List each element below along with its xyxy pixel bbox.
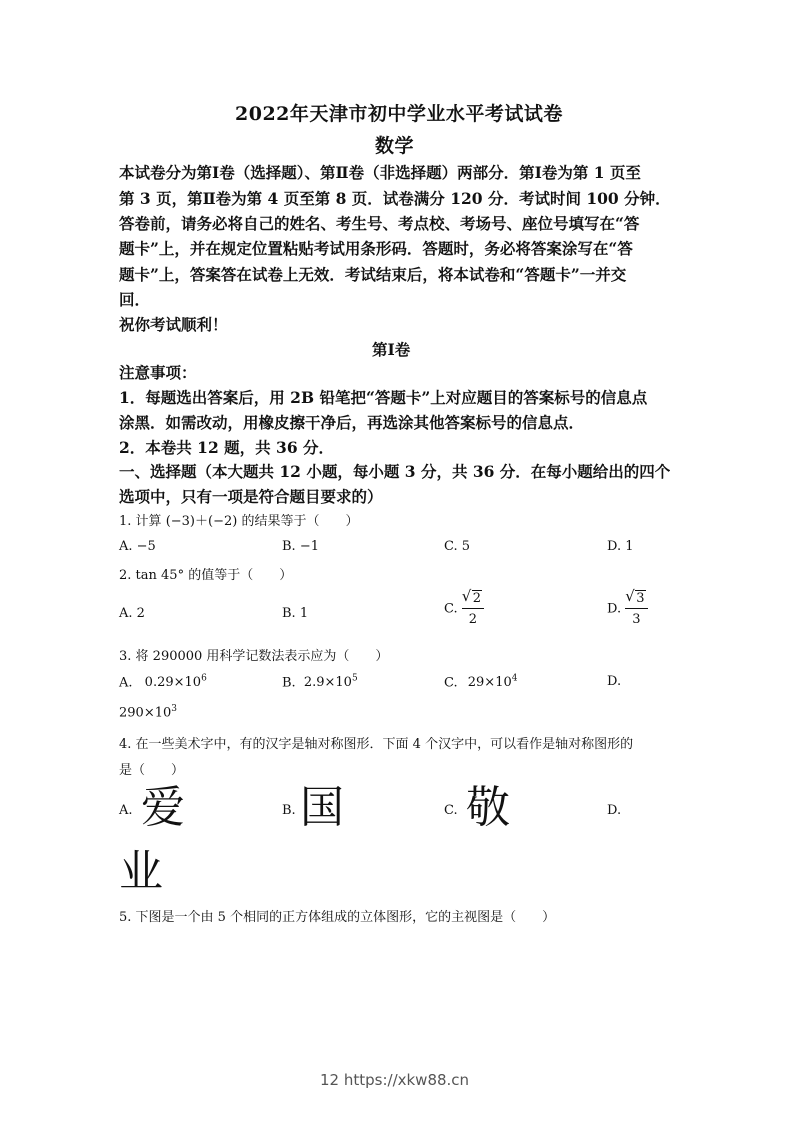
intro-line: 题卡”上，并在规定位置粘贴考试用条形码．答题时，务必将答案涂写在“答 — [119, 239, 633, 258]
q3-option-d-value — [119, 704, 177, 720]
power-base: 29×10 — [467, 675, 512, 691]
power-base: 2.9×10 — [303, 675, 352, 691]
q3-option-a — [119, 674, 207, 690]
q2-option-c-label: C. — [444, 601, 458, 617]
exam-title: 2022年天津市初中学业水平考试试卷 — [235, 103, 563, 125]
q2-option-d-label: D. — [607, 601, 622, 617]
note-line: 2．本卷共 12 题，共 36 分． — [119, 438, 335, 457]
fraction-denominator: 3 — [632, 612, 641, 627]
q3-option-c — [444, 674, 517, 690]
q4-option-b-label: B. — [282, 803, 296, 818]
power-base: 0.29×10 — [144, 675, 202, 691]
q1-prefix: 1. 计算 — [119, 514, 162, 529]
question-4-stem: 4. 在一些美术字中，有的汉字是轴对称图形．下面 4 个汉字中，可以看作是轴对称图形的 — [119, 737, 634, 752]
q2-option-d — [607, 592, 648, 626]
intro-line: 祝你考试顺利！ — [119, 315, 228, 334]
q1-expression: (−3)＋(−2) — [165, 514, 238, 529]
question-1-stem — [119, 510, 358, 529]
q1-option-b: B. −1 — [282, 539, 319, 554]
q2-option-b: B. 1 — [282, 606, 309, 621]
q4-option-c-character: 敬 — [466, 782, 510, 833]
q3-option-b-value — [304, 675, 358, 690]
q2-expression: tan 45° — [135, 568, 185, 583]
q3-option-c-label: C. — [444, 675, 458, 691]
q1-option-c: C. 5 — [444, 539, 471, 554]
fraction-numerator: 2 — [472, 591, 482, 606]
intro-line: 题卡”上，答案答在试卷上无效．考试结束后，将本试卷和“答题卡”一并交 — [119, 265, 627, 284]
question-3-stem: 3. 将 290000 用科学记数法表示应为（ ） — [119, 649, 389, 664]
q4-option-a-label: A. — [119, 803, 133, 818]
q3-option-a-label: A. — [119, 675, 133, 691]
intro-line: 回． — [119, 290, 151, 309]
power-exponent: 3 — [171, 704, 177, 714]
q2-option-a: A. 2 — [119, 606, 145, 621]
power-exponent: 4 — [511, 674, 518, 684]
q2-option-c — [444, 592, 484, 626]
question-2-stem — [119, 564, 292, 583]
note-line: 涂黑．如需改动，用橡皮擦干净后，再选涂其他答案标号的信息点． — [119, 413, 585, 432]
intro-line: 本试卷分为第Ⅰ卷（选择题）、第Ⅱ卷（非选择题）两部分．第Ⅰ卷为第 1 页至 — [119, 163, 641, 182]
q1-option-d: D. 1 — [607, 539, 634, 554]
q3-option-d-label: D. — [607, 674, 622, 689]
fraction-numerator: 3 — [636, 591, 645, 606]
q3-option-a-value — [145, 675, 207, 690]
question-5-stem: 5. 下图是一个由 5 个相同的正方体组成的立体图形，它的主视图是（ ） — [119, 910, 556, 925]
fraction-denominator: 2 — [468, 612, 478, 627]
notes-heading: 注意事项： — [119, 363, 197, 382]
question-4-stem: 是（ ） — [119, 763, 185, 778]
note-line: 1．每题选出答案后，用 2B 铅笔把“答题卡”上对应题目的答案标号的信息点 — [119, 388, 648, 407]
sqrt-fraction — [462, 592, 484, 626]
power-exponent: 5 — [351, 674, 358, 684]
subject-title: 数学 — [375, 135, 415, 157]
section-title: 第Ⅰ卷 — [372, 340, 411, 359]
q4-option-c-label: C. — [444, 803, 458, 818]
q3-option-c-value — [468, 675, 518, 690]
q3-option-b-label: B. — [282, 675, 296, 691]
q4-option-d-character: 业 — [119, 846, 163, 897]
q2-prefix: 2. — [119, 568, 132, 583]
q2-suffix: 的值等于（ ） — [188, 568, 293, 583]
power-base: 290×10 — [119, 705, 172, 721]
q1-suffix: 的结果等于（ ） — [241, 514, 359, 529]
page-footer: 12 https://xkw88.cn — [320, 1071, 470, 1089]
intro-line: 答卷前，请务必将自己的姓名、考生号、考点校、考场号、座位号填写在“答 — [119, 214, 640, 233]
q3-option-b — [282, 674, 358, 690]
q4-option-d-label: D. — [607, 803, 622, 818]
sqrt-fraction — [625, 592, 647, 626]
part-heading: 选项中，只有一项是符合题目要求的） — [119, 487, 383, 506]
part-heading: 一、选择题（本大题共 12 小题，每小题 3 分，共 36 分．在每小题给出的四个 — [119, 462, 671, 481]
intro-line: 第 3 页，第Ⅱ卷为第 4 页至第 8 页．试卷满分 120 分．考试时间 100 分钟． — [119, 189, 671, 208]
power-exponent: 6 — [201, 674, 207, 684]
q1-option-a: A. −5 — [119, 539, 156, 554]
q4-option-a-character: 爱 — [141, 782, 185, 833]
q4-option-b-character: 国 — [300, 782, 344, 833]
